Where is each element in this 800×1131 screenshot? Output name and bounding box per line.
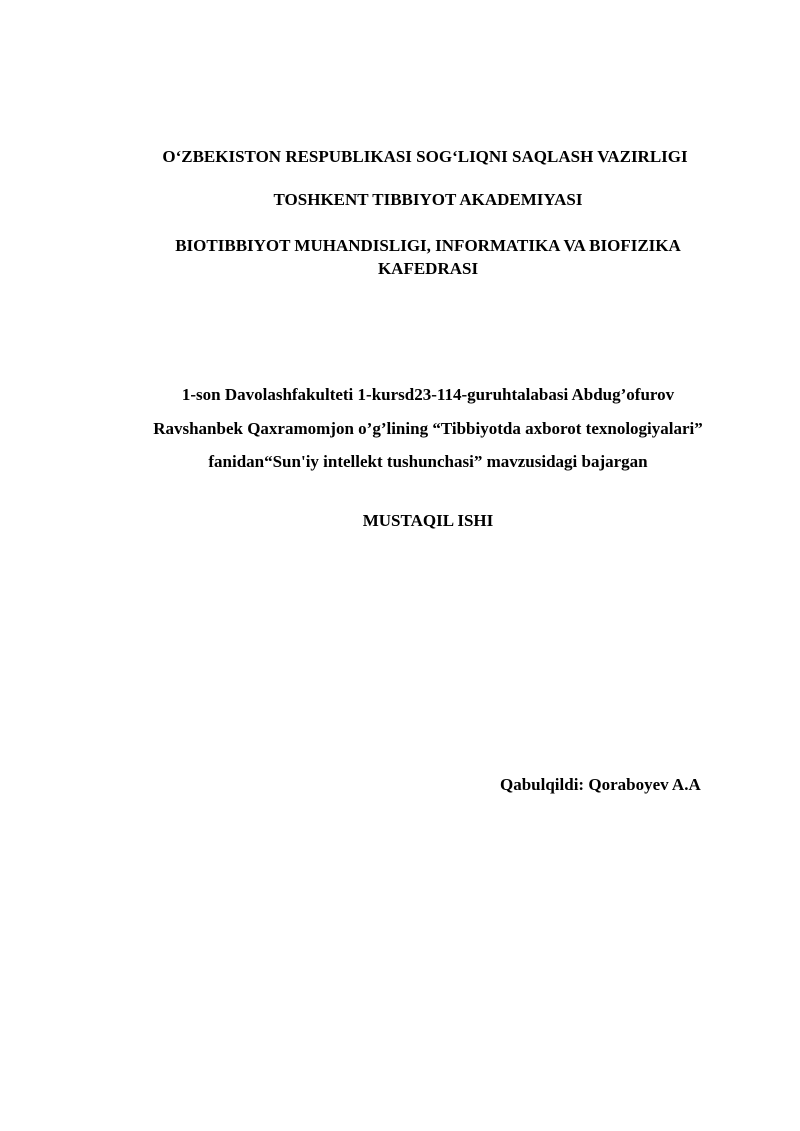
description-line2: Ravshanbek Qaxramomjon o’g’lining “Tibbiyotda axborot texnologiyalari”	[153, 419, 703, 438]
department-heading-line2: KAFEDRASI	[377, 259, 479, 278]
description-line3: fanidan“Sun'iy intellekt tushunchasi” mavzusidagi bajargan	[208, 452, 648, 471]
ministry-heading: O‘ZBEKISTON RESPUBLIKASI SOG‘LIQNI SAQLASH VAZIRLIGI	[162, 147, 688, 166]
academy-heading: TOSHKENT TIBBIYOT AKADEMIYASI	[273, 190, 583, 209]
department-heading-line1: BIOTIBBIYOT MUHANDISLIGI, INFORMATIKA VA BIOFIZIKA	[175, 236, 681, 255]
work-title: MUSTAQIL ISHI	[362, 511, 494, 530]
description-line1: 1-son Davolashfakulteti 1-kursd23-114-guruhtalabasi Abdug’ofurov	[181, 385, 675, 404]
accepted-by: Qabulqildi: Qoraboyev A.A	[500, 775, 701, 794]
